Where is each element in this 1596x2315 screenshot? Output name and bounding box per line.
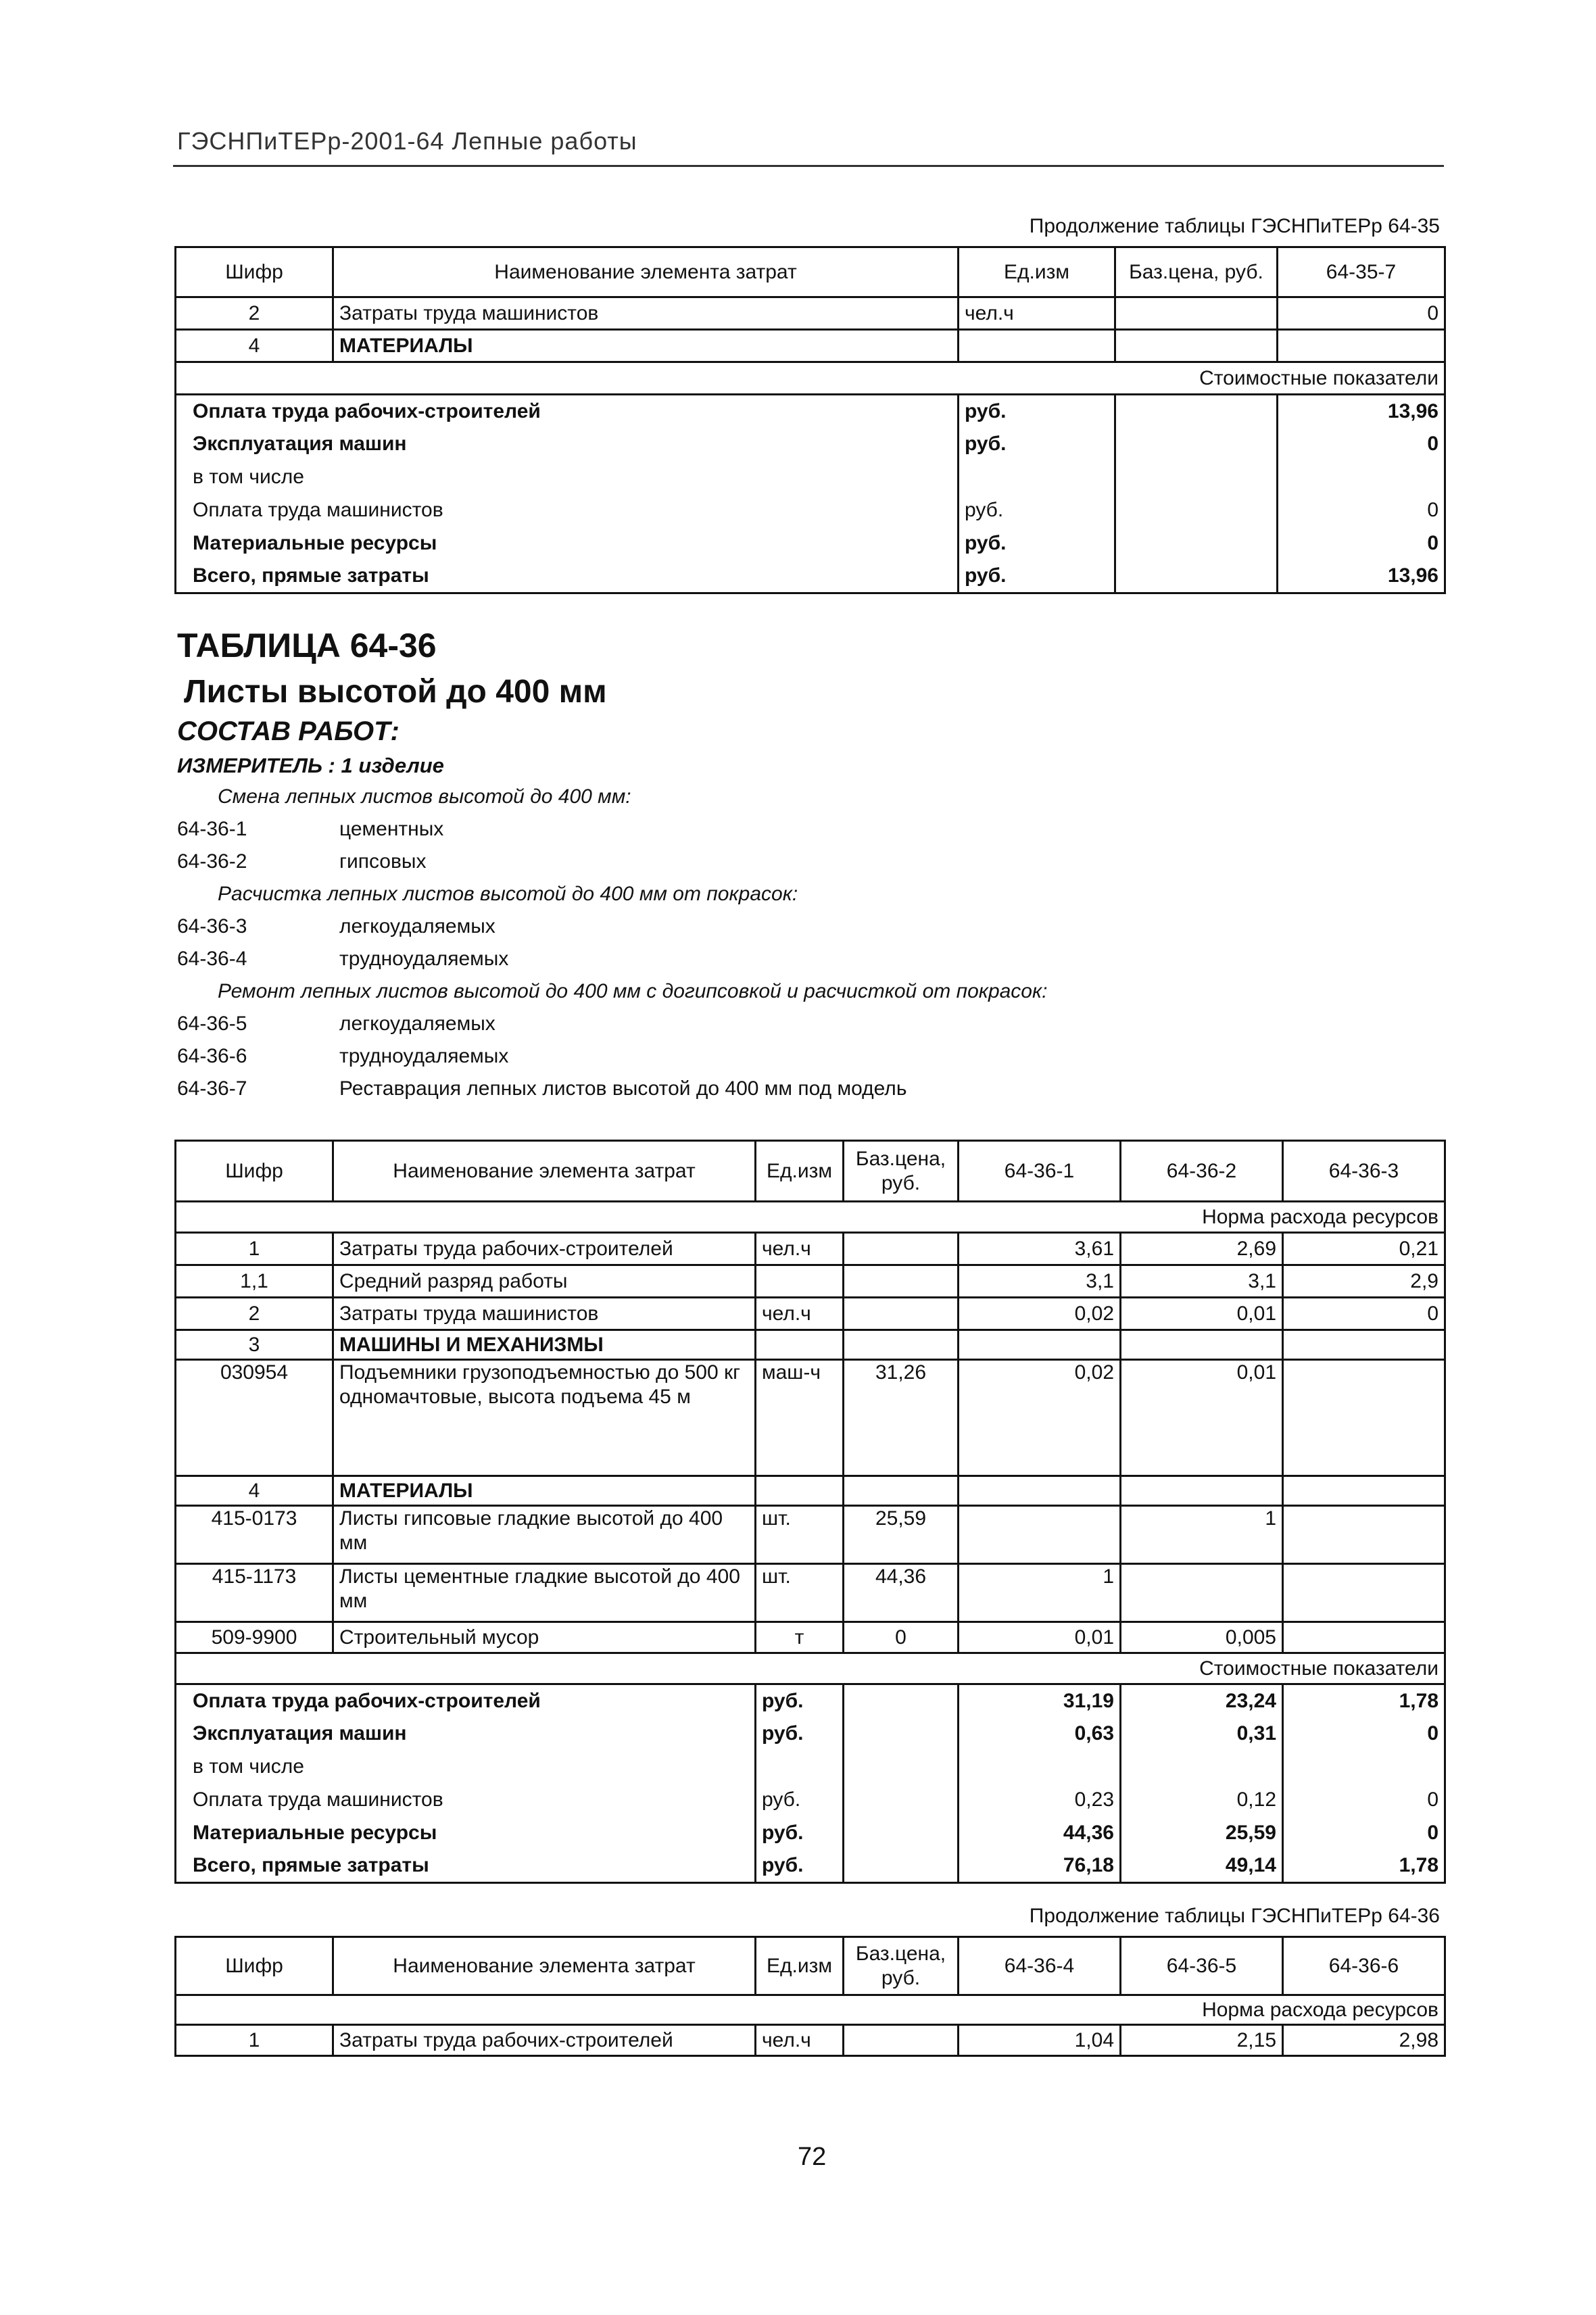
row-unit: маш-ч [756, 1360, 844, 1476]
summary-unit [959, 461, 1115, 494]
table35-header-row [176, 247, 1445, 297]
summary-row [176, 527, 1445, 560]
summary-value-2: 0,12 [1121, 1784, 1283, 1817]
row-value-3: 2,98 [1283, 2025, 1445, 2056]
row-value: 0 [1278, 297, 1445, 330]
summary-row [176, 1717, 1445, 1751]
summary-value-3: 0 [1283, 1784, 1445, 1817]
summary-name: Материальные ресурсы [176, 527, 959, 560]
header-col3: 64-36-6 [1283, 1937, 1445, 1995]
row-name: Затраты труда рабочих-строителей [333, 2025, 756, 2056]
row-value-2: 2,69 [1121, 1233, 1283, 1265]
row-unit: шт. [756, 1506, 844, 1564]
row-name: Средний разряд работы [333, 1265, 756, 1298]
work-group-title: Ремонт лепных листов высотой до 400 мм с догипсовкой и расчисткой от покрасок: [218, 980, 1048, 1002]
table-title: ТАБЛИЦА 64-36 [177, 627, 437, 664]
summary-name: Оплата труда рабочих-строителей [176, 1684, 756, 1717]
work-text: цементных [339, 818, 444, 840]
row-price [844, 1233, 959, 1265]
table-row [176, 330, 1445, 362]
page-number: 72 [798, 2143, 827, 2171]
summary-row [176, 1850, 1445, 1883]
table-row [176, 297, 1445, 330]
header-rule [173, 165, 1444, 167]
header-name: Наименование элемента затрат [333, 1141, 756, 1202]
row-value-3 [1283, 1360, 1445, 1476]
row-price: 44,36 [844, 1564, 959, 1622]
row-name: МАШИНЫ И МЕХАНИЗМЫ [333, 1330, 756, 1360]
table36-header-row [176, 1141, 1445, 1202]
summary-value-3: 1,78 [1283, 1850, 1445, 1883]
header-name: Наименование элемента затрат [333, 1937, 756, 1995]
header-code: Шифр [176, 1141, 333, 1202]
summary-value-3: 0 [1283, 1817, 1445, 1850]
summary-value-3: 0 [1283, 1717, 1445, 1751]
summary-value-1: 0,23 [959, 1784, 1121, 1817]
row-value-3: 2,9 [1283, 1265, 1445, 1298]
row-unit: шт. [756, 1564, 844, 1622]
table-row [176, 1330, 1445, 1360]
table-row [176, 1564, 1445, 1622]
table-row [176, 1360, 1445, 1476]
summary-unit: руб. [756, 1684, 844, 1717]
running-header: ГЭСНПиТЕРр-2001-64 Лепные работы [177, 127, 637, 155]
row-code: 415-1173 [176, 1564, 333, 1622]
work-text: легкоудаляемых [339, 1013, 495, 1035]
summary-value: 0 [1278, 494, 1445, 527]
work-code: 64-36-5 [177, 1013, 247, 1035]
row-value-1 [959, 1330, 1121, 1360]
row-code: 4 [176, 1476, 333, 1506]
summary-unit: руб. [959, 560, 1115, 593]
row-value-3 [1283, 1564, 1445, 1622]
work-group-title: Расчистка лепных листов высотой до 400 мм от покрасок: [218, 883, 798, 905]
summary-row [176, 1751, 1445, 1784]
section-label: Стоимостные показатели [176, 1653, 1445, 1684]
summary-value-2: 0,31 [1121, 1717, 1283, 1751]
summary-unit [756, 1751, 844, 1784]
header-price: Баз.цена, руб. [844, 1141, 959, 1202]
summary-name: Эксплуатация машин [176, 428, 959, 461]
row-value-2: 3,1 [1121, 1265, 1283, 1298]
summary-name: Эксплуатация машин [176, 1717, 756, 1751]
summary-name: Оплата труда машинистов [176, 494, 959, 527]
summary-row [176, 461, 1445, 494]
summary-value-2 [1121, 1751, 1283, 1784]
header-price: Баз.цена, руб. [844, 1937, 959, 1995]
norm-row [176, 1202, 1445, 1233]
row-price [844, 1476, 959, 1506]
table-row [176, 1622, 1445, 1653]
table-row [176, 1265, 1445, 1298]
summary-row [176, 560, 1445, 593]
summary-row [176, 395, 1445, 428]
summary-unit: руб. [756, 1717, 844, 1751]
summary-name: Оплата труда рабочих-строителей [176, 395, 959, 428]
row-value-2 [1121, 1476, 1283, 1506]
row-unit: чел.ч [959, 297, 1115, 330]
row-value-3 [1283, 1330, 1445, 1360]
summary-unit: руб. [959, 494, 1115, 527]
row-code: 2 [176, 297, 333, 330]
section-row [176, 1653, 1445, 1684]
norm-label: Норма расхода ресурсов [176, 1202, 1445, 1233]
row-value-1 [959, 1476, 1121, 1506]
table36 [174, 1140, 1446, 1884]
work-text: трудноудаляемых [339, 1045, 509, 1067]
work-code: 64-36-7 [177, 1077, 247, 1100]
summary-value-3 [1283, 1751, 1445, 1784]
row-value-3: 0 [1283, 1298, 1445, 1330]
section-label: Стоимостные показатели [176, 362, 1445, 395]
row-value [1278, 330, 1445, 362]
row-value-1: 3,61 [959, 1233, 1121, 1265]
header-price: Баз.цена, руб. [1115, 247, 1278, 297]
row-value-2: 1 [1121, 1506, 1283, 1564]
row-name: Листы цементные гладкие высотой до 400 мм [333, 1564, 756, 1622]
table36b-header-row [176, 1937, 1445, 1995]
header-col2: 64-36-5 [1121, 1937, 1283, 1995]
summary-row [176, 428, 1445, 461]
row-code: 1 [176, 1233, 333, 1265]
summary-value-1: 44,36 [959, 1817, 1121, 1850]
row-unit: чел.ч [756, 1233, 844, 1265]
work-group-title: Смена лепных листов высотой до 400 мм: [218, 785, 631, 808]
summary-name: в том числе [176, 461, 959, 494]
composition-title: СОСТАВ РАБОТ: [177, 716, 400, 746]
summary-unit: руб. [756, 1817, 844, 1850]
work-text: Реставрация лепных листов высотой до 400 мм под модель [339, 1077, 907, 1100]
row-value-1 [959, 1506, 1121, 1564]
summary-value-2: 49,14 [1121, 1850, 1283, 1883]
summary-value: 0 [1278, 428, 1445, 461]
row-code: 509-9900 [176, 1622, 333, 1653]
summary-unit: руб. [959, 527, 1115, 560]
row-unit: т [756, 1622, 844, 1653]
table-row [176, 1298, 1445, 1330]
row-value-1: 0,01 [959, 1622, 1121, 1653]
header-name: Наименование элемента затрат [333, 247, 959, 297]
summary-value: 0 [1278, 527, 1445, 560]
header-col2: 64-36-2 [1121, 1141, 1283, 1202]
row-value-2 [1121, 1564, 1283, 1622]
header-unit: Ед.изм [756, 1937, 844, 1995]
summary-unit: руб. [756, 1784, 844, 1817]
summary-name: Всего, прямые затраты [176, 560, 959, 593]
row-price [844, 1265, 959, 1298]
summary-row [176, 1684, 1445, 1717]
summary-name: Всего, прямые затраты [176, 1850, 756, 1883]
summary-value-1: 31,19 [959, 1684, 1121, 1717]
row-value-1: 1,04 [959, 2025, 1121, 2056]
row-value-1: 0,02 [959, 1298, 1121, 1330]
header-col1: 64-36-1 [959, 1141, 1121, 1202]
table-row [176, 1233, 1445, 1265]
summary-value-2: 25,59 [1121, 1817, 1283, 1850]
table-row [176, 2025, 1445, 2056]
work-code: 64-36-6 [177, 1045, 247, 1067]
table35-caption: Продолжение таблицы ГЭСНПиТЕРр 64-35 [1029, 215, 1440, 237]
row-price [1115, 297, 1278, 330]
summary-name: в том числе [176, 1751, 756, 1784]
row-code: 1 [176, 2025, 333, 2056]
summary-unit: руб. [959, 395, 1115, 428]
row-code: 1,1 [176, 1265, 333, 1298]
work-text: легкоудаляемых [339, 915, 495, 937]
row-price [844, 1298, 959, 1330]
summary-name: Оплата труда машинистов [176, 1784, 756, 1817]
summary-value: 13,96 [1278, 560, 1445, 593]
summary-value-1 [959, 1751, 1121, 1784]
row-name: Затраты труда рабочих-строителей [333, 1233, 756, 1265]
summary-name: Материальные ресурсы [176, 1817, 756, 1850]
section-row [176, 362, 1445, 395]
row-code: 030954 [176, 1360, 333, 1476]
row-value-2 [1121, 1330, 1283, 1360]
row-name: Затраты труда машинистов [333, 1298, 756, 1330]
summary-value: 13,96 [1278, 395, 1445, 428]
row-unit [756, 1476, 844, 1506]
row-unit [959, 330, 1115, 362]
summary-row [176, 1817, 1445, 1850]
row-price [844, 2025, 959, 2056]
header-code: Шифр [176, 247, 333, 297]
summary-row [176, 1784, 1445, 1817]
work-code: 64-36-1 [177, 818, 247, 840]
row-value-1: 0,02 [959, 1360, 1121, 1476]
summary-unit: руб. [756, 1850, 844, 1883]
work-text: трудноудаляемых [339, 948, 509, 970]
header-col1: 64-35-7 [1278, 247, 1445, 297]
row-name: Затраты труда машинистов [333, 297, 959, 330]
summary-value-1: 0,63 [959, 1717, 1121, 1751]
summary-value-1: 76,18 [959, 1850, 1121, 1883]
row-price [1115, 330, 1278, 362]
row-name: Строительный мусор [333, 1622, 756, 1653]
row-value-3 [1283, 1506, 1445, 1564]
header-col3: 64-36-3 [1283, 1141, 1445, 1202]
table-row [176, 1476, 1445, 1506]
row-name: МАТЕРИАЛЫ [333, 1476, 756, 1506]
table35 [174, 246, 1446, 594]
row-unit [756, 1265, 844, 1298]
row-value-1: 3,1 [959, 1265, 1121, 1298]
summary-value-3: 1,78 [1283, 1684, 1445, 1717]
row-value-2: 0,01 [1121, 1360, 1283, 1476]
row-price: 25,59 [844, 1506, 959, 1564]
row-name: Листы гипсовые гладкие высотой до 400 мм [333, 1506, 756, 1564]
row-code: 4 [176, 330, 333, 362]
norm-label: Норма расхода ресурсов [176, 1995, 1445, 2025]
measure-label: ИЗМЕРИТЕЛЬ : 1 изделие [177, 754, 444, 777]
row-code: 3 [176, 1330, 333, 1360]
summary-value [1278, 461, 1445, 494]
row-value-2: 0,005 [1121, 1622, 1283, 1653]
row-name: Подъемники грузоподъемностью до 500 кг одномачтовые, высота подъема 45 м [333, 1360, 756, 1476]
work-code: 64-36-3 [177, 915, 247, 937]
table36b-caption: Продолжение таблицы ГЭСНПиТЕРр 64-36 [1029, 1905, 1440, 1927]
summary-unit: руб. [959, 428, 1115, 461]
row-value-1: 1 [959, 1564, 1121, 1622]
row-price: 0 [844, 1622, 959, 1653]
row-code: 415-0173 [176, 1506, 333, 1564]
header-col1: 64-36-4 [959, 1937, 1121, 1995]
header-unit: Ед.изм [756, 1141, 844, 1202]
header-code: Шифр [176, 1937, 333, 1995]
table-subtitle: Листы высотой до 400 мм [184, 674, 607, 710]
summary-row [176, 494, 1445, 527]
row-unit: чел.ч [756, 1298, 844, 1330]
row-value-3 [1283, 1476, 1445, 1506]
row-value-3: 0,21 [1283, 1233, 1445, 1265]
row-value-2: 2,15 [1121, 2025, 1283, 2056]
row-value-3 [1283, 1622, 1445, 1653]
work-code: 64-36-4 [177, 948, 247, 970]
row-unit [756, 1330, 844, 1360]
row-unit: чел.ч [756, 2025, 844, 2056]
table36b [174, 1936, 1446, 2057]
summary-value-2: 23,24 [1121, 1684, 1283, 1717]
row-value-2: 0,01 [1121, 1298, 1283, 1330]
row-price [844, 1330, 959, 1360]
row-code: 2 [176, 1298, 333, 1330]
row-name: МАТЕРИАЛЫ [333, 330, 959, 362]
work-code: 64-36-2 [177, 850, 247, 873]
work-text: гипсовых [339, 850, 427, 873]
table-row [176, 1506, 1445, 1564]
row-price: 31,26 [844, 1360, 959, 1476]
header-unit: Ед.изм [959, 247, 1115, 297]
norm-row [176, 1995, 1445, 2025]
